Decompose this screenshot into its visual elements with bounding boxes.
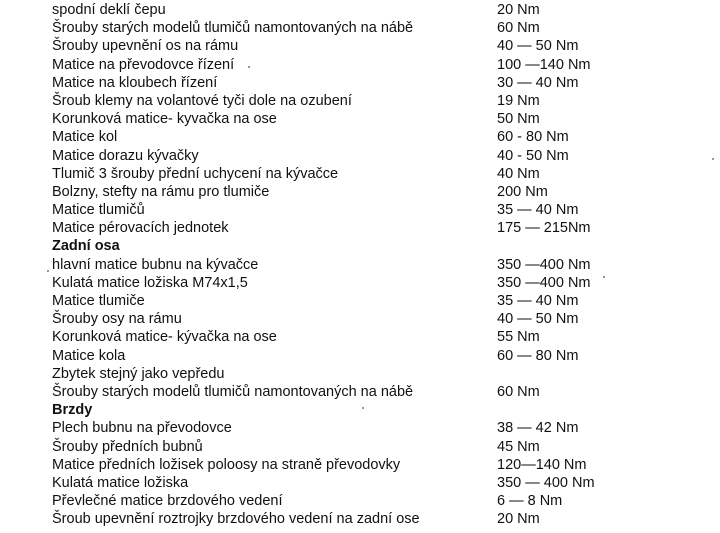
- torque-row: [0, 456, 720, 474]
- torque-value: 20 Nm: [497, 511, 540, 528]
- torque-row: [0, 383, 720, 401]
- torque-value: 19 Nm: [497, 92, 540, 109]
- scan-speck: [47, 270, 49, 272]
- torque-row: [0, 110, 720, 128]
- torque-row: [0, 474, 720, 492]
- torque-row: [0, 274, 720, 292]
- torque-value: 350 —400 Nm: [497, 256, 591, 273]
- row-label: Šrouby starých modelů tlumičů namontovaných na nábě: [52, 383, 414, 400]
- torque-row: [0, 256, 720, 274]
- torque-row: [0, 1, 720, 19]
- row-label: Korunková matice- kývačka na ose: [52, 329, 277, 346]
- row-label: Korunková matice- kyvačka na ose: [52, 111, 277, 128]
- row-label: Matice na kloubech řízení: [52, 74, 218, 91]
- torque-value: 55 Nm: [497, 329, 540, 346]
- torque-row: [0, 92, 720, 110]
- row-label: Matice dorazu kývačky: [52, 147, 199, 164]
- row-label: Matice předních ložisek poloosy na straně převodovky: [52, 456, 401, 473]
- torque-value: 120—140 Nm: [497, 456, 587, 473]
- row-label: Zbytek stejný jako vepředu: [52, 365, 225, 382]
- torque-row: [0, 492, 720, 510]
- row-label: Šroub klemy na volantové tyči dole na ozubení: [52, 92, 352, 109]
- torque-value: 38 — 42 Nm: [497, 420, 579, 437]
- torque-value: 40 - 50 Nm: [497, 147, 569, 164]
- torque-value: 6 — 8 Nm: [497, 493, 563, 510]
- torque-value: 50 Nm: [497, 111, 540, 128]
- section-heading: Zadní osa: [52, 238, 120, 255]
- row-label: Matice na převodovce řízení: [52, 56, 235, 73]
- torque-row: [0, 347, 720, 365]
- row-label: hlavní matice bubnu na kývačce: [52, 256, 259, 273]
- torque-row: [0, 147, 720, 165]
- row-label: Šrouby starých modelů tlumičů namontovaných na nábě: [52, 20, 414, 37]
- torque-row: [0, 292, 720, 310]
- scan-speck: [248, 66, 250, 68]
- row-label: Kulatá matice ložiska M74x1,5: [52, 274, 248, 291]
- row-label: Kulatá matice ložiska: [52, 474, 189, 491]
- section-heading-row: [0, 401, 720, 419]
- torque-row: [0, 56, 720, 74]
- row-label: Matice tlumičů: [52, 202, 145, 219]
- section-heading-row: [0, 237, 720, 255]
- torque-row: [0, 37, 720, 55]
- torque-value: 200 Nm: [497, 183, 548, 200]
- torque-row: [0, 310, 720, 328]
- torque-row: [0, 128, 720, 146]
- torque-value: 40 Nm: [497, 165, 540, 182]
- row-label: Převlečné matice brzdového vedení: [52, 493, 283, 510]
- torque-row: [0, 201, 720, 219]
- row-label: Matice kol: [52, 129, 118, 146]
- torque-table: [0, 1, 720, 528]
- torque-value: 350 — 400 Nm: [497, 474, 595, 491]
- torque-row: [0, 219, 720, 237]
- row-label: Tlumič 3 šrouby přední uchycení na kývačce: [52, 165, 339, 182]
- row-label: spodní deklí čepu: [52, 2, 166, 18]
- torque-row: [0, 438, 720, 456]
- section-heading: Brzdy: [52, 402, 93, 419]
- torque-value: 35 — 40 Nm: [497, 293, 579, 309]
- torque-value: 60 Nm: [497, 20, 540, 37]
- torque-value: 60 — 80 Nm: [497, 347, 579, 364]
- row-label: Bolzny, stefty na rámu pro tlumiče: [52, 183, 270, 200]
- row-label: Šroub upevnění roztrojky brzdového vedení na zadní ose: [52, 511, 420, 528]
- scan-speck: [362, 407, 364, 409]
- torque-row: [0, 510, 720, 528]
- torque-value: 60 - 80 Nm: [497, 129, 569, 146]
- row-label: Šrouby osy na rámu: [52, 311, 182, 328]
- row-label: Šrouby předních bubnů: [52, 438, 203, 455]
- torque-row: [0, 74, 720, 92]
- torque-row: [0, 19, 720, 37]
- row-label: Matice pérovacích jednotek: [52, 220, 229, 237]
- row-label: Matice tlumiče: [52, 293, 145, 309]
- row-label: Šrouby upevnění os na rámu: [52, 38, 239, 55]
- torque-value: 30 — 40 Nm: [497, 74, 579, 91]
- torque-value: 60 Nm: [497, 383, 540, 400]
- scan-speck: [712, 158, 714, 160]
- torque-row: [0, 328, 720, 346]
- scan-speck: [603, 276, 605, 278]
- torque-row: [0, 183, 720, 201]
- row-label: Matice kola: [52, 347, 126, 364]
- torque-value: 40 — 50 Nm: [497, 311, 579, 328]
- torque-value: 20 Nm: [497, 2, 540, 18]
- torque-value: 350 —400 Nm: [497, 274, 591, 291]
- row-label: Plech bubnu na převodovce: [52, 420, 232, 437]
- torque-row: [0, 365, 720, 383]
- torque-row: [0, 419, 720, 437]
- torque-row: [0, 165, 720, 183]
- torque-value: 100 —140 Nm: [497, 56, 591, 73]
- torque-value: 40 — 50 Nm: [497, 38, 579, 55]
- torque-value: 35 — 40 Nm: [497, 202, 579, 219]
- torque-value: 175 — 215Nm: [497, 220, 591, 237]
- torque-value: 45 Nm: [497, 438, 540, 455]
